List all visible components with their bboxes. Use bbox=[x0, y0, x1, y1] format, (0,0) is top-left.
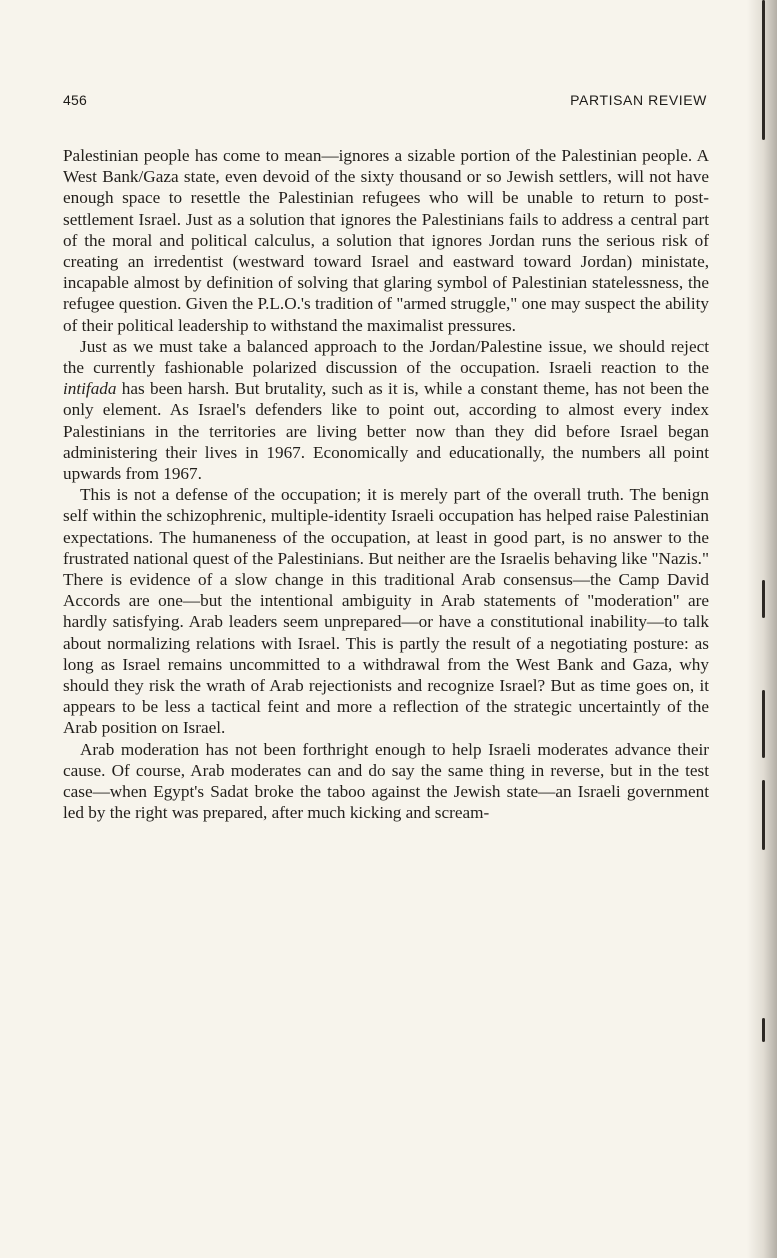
paragraph-2-italic-term: intifada bbox=[63, 379, 117, 399]
body-text bbox=[63, 145, 709, 824]
running-head bbox=[63, 92, 707, 112]
paragraph-1 bbox=[63, 145, 709, 336]
edge-mark bbox=[762, 1018, 765, 1042]
page-edge-shadow bbox=[747, 0, 777, 1258]
edge-mark bbox=[762, 0, 765, 140]
journal-title: PARTISAN REVIEW bbox=[570, 92, 707, 108]
paragraph-2-text-before: Just as we must take a balanced approach to the Jordan/Palestine issue, we should reject the currently fashionable polarized discussion of the occupation. Israeli reaction to the bbox=[63, 336, 709, 378]
paragraph-4 bbox=[63, 739, 709, 824]
page-number: 456 bbox=[63, 92, 87, 108]
paragraph-3-text: This is not a defense of the occupation; it is merely part of the overall truth. The benign self within the schizophrenic, multiple-identity Israeli occupation has helped raise Palestinian expectations. The humaneness of the occupation, at least in good part, is no answer to the frustrated national quest of the Palestinians. But neither are the Israelis behaving like "Nazis." There is evidence of a slow change in this traditional Arab consensus—the Camp David Accords are one—but the intentional ambiguity in Arab statements of "moderation" are hardly satisfying. Arab leaders seem unprepared—or have a constitutional inability—to talk about normalizing relations with Israel. This is partly the result of a negotiating posture: as long as Israel remains uncommitted to a withdrawal from the West Bank and Gaza, why should they risk the wrath of Arab rejectionists and recognize Israel? But as time goes on, it appears to be less a tactical feint and more a reflection of the strategic uncertaintly of the Arab position on Israel. bbox=[63, 485, 709, 738]
edge-mark bbox=[762, 580, 765, 618]
paragraph-2-text-after: has been harsh. But brutality, such as it is, while a constant theme, has not been the only element. As Israel's defenders like to point out, according to almost every index Palestinians in the territories are living better now than they did before Israel began administering their lives in 1967. Economically and educationally, the numbers all point upwards from 1967. bbox=[63, 379, 709, 484]
paragraph-2 bbox=[63, 336, 709, 484]
paragraph-4-text: Arab moderation has not been forthright enough to help Israeli moderates advance their cause. Of course, Arab moderates can and do say the same thing in reverse, but in the test case—when Egypt's Sadat broke the taboo against the Jewish state—an Israeli government led by the right was prepared, after much kicking and scream- bbox=[63, 739, 709, 823]
paragraph-1-text: Palestinian people has come to mean—ignores a sizable portion of the Palestinian people. A West Bank/Gaza state, even devoid of the sixty thousand or so Jewish settlers, will not have enough space to resettle the Palestinian refugees who will be unable to return to post-settlement Israel. Just as a solution that ignores the Palestinians fails to address a central part of the moral and political calculus, a solution that ignores Jordan runs the serious risk of creating an irredentist (westward toward Israel and eastward toward Jordan) ministate, incapable almost by definition of solving that glaring symbol of Palestinian statelessness, the refugee question. Given the P.L.O.'s tradition of "armed struggle," one may suspect the ability of their political leadership to withstand the maximalist pressures. bbox=[63, 146, 709, 335]
edge-mark bbox=[762, 780, 765, 850]
paragraph-3 bbox=[63, 484, 709, 738]
edge-mark bbox=[762, 690, 765, 758]
